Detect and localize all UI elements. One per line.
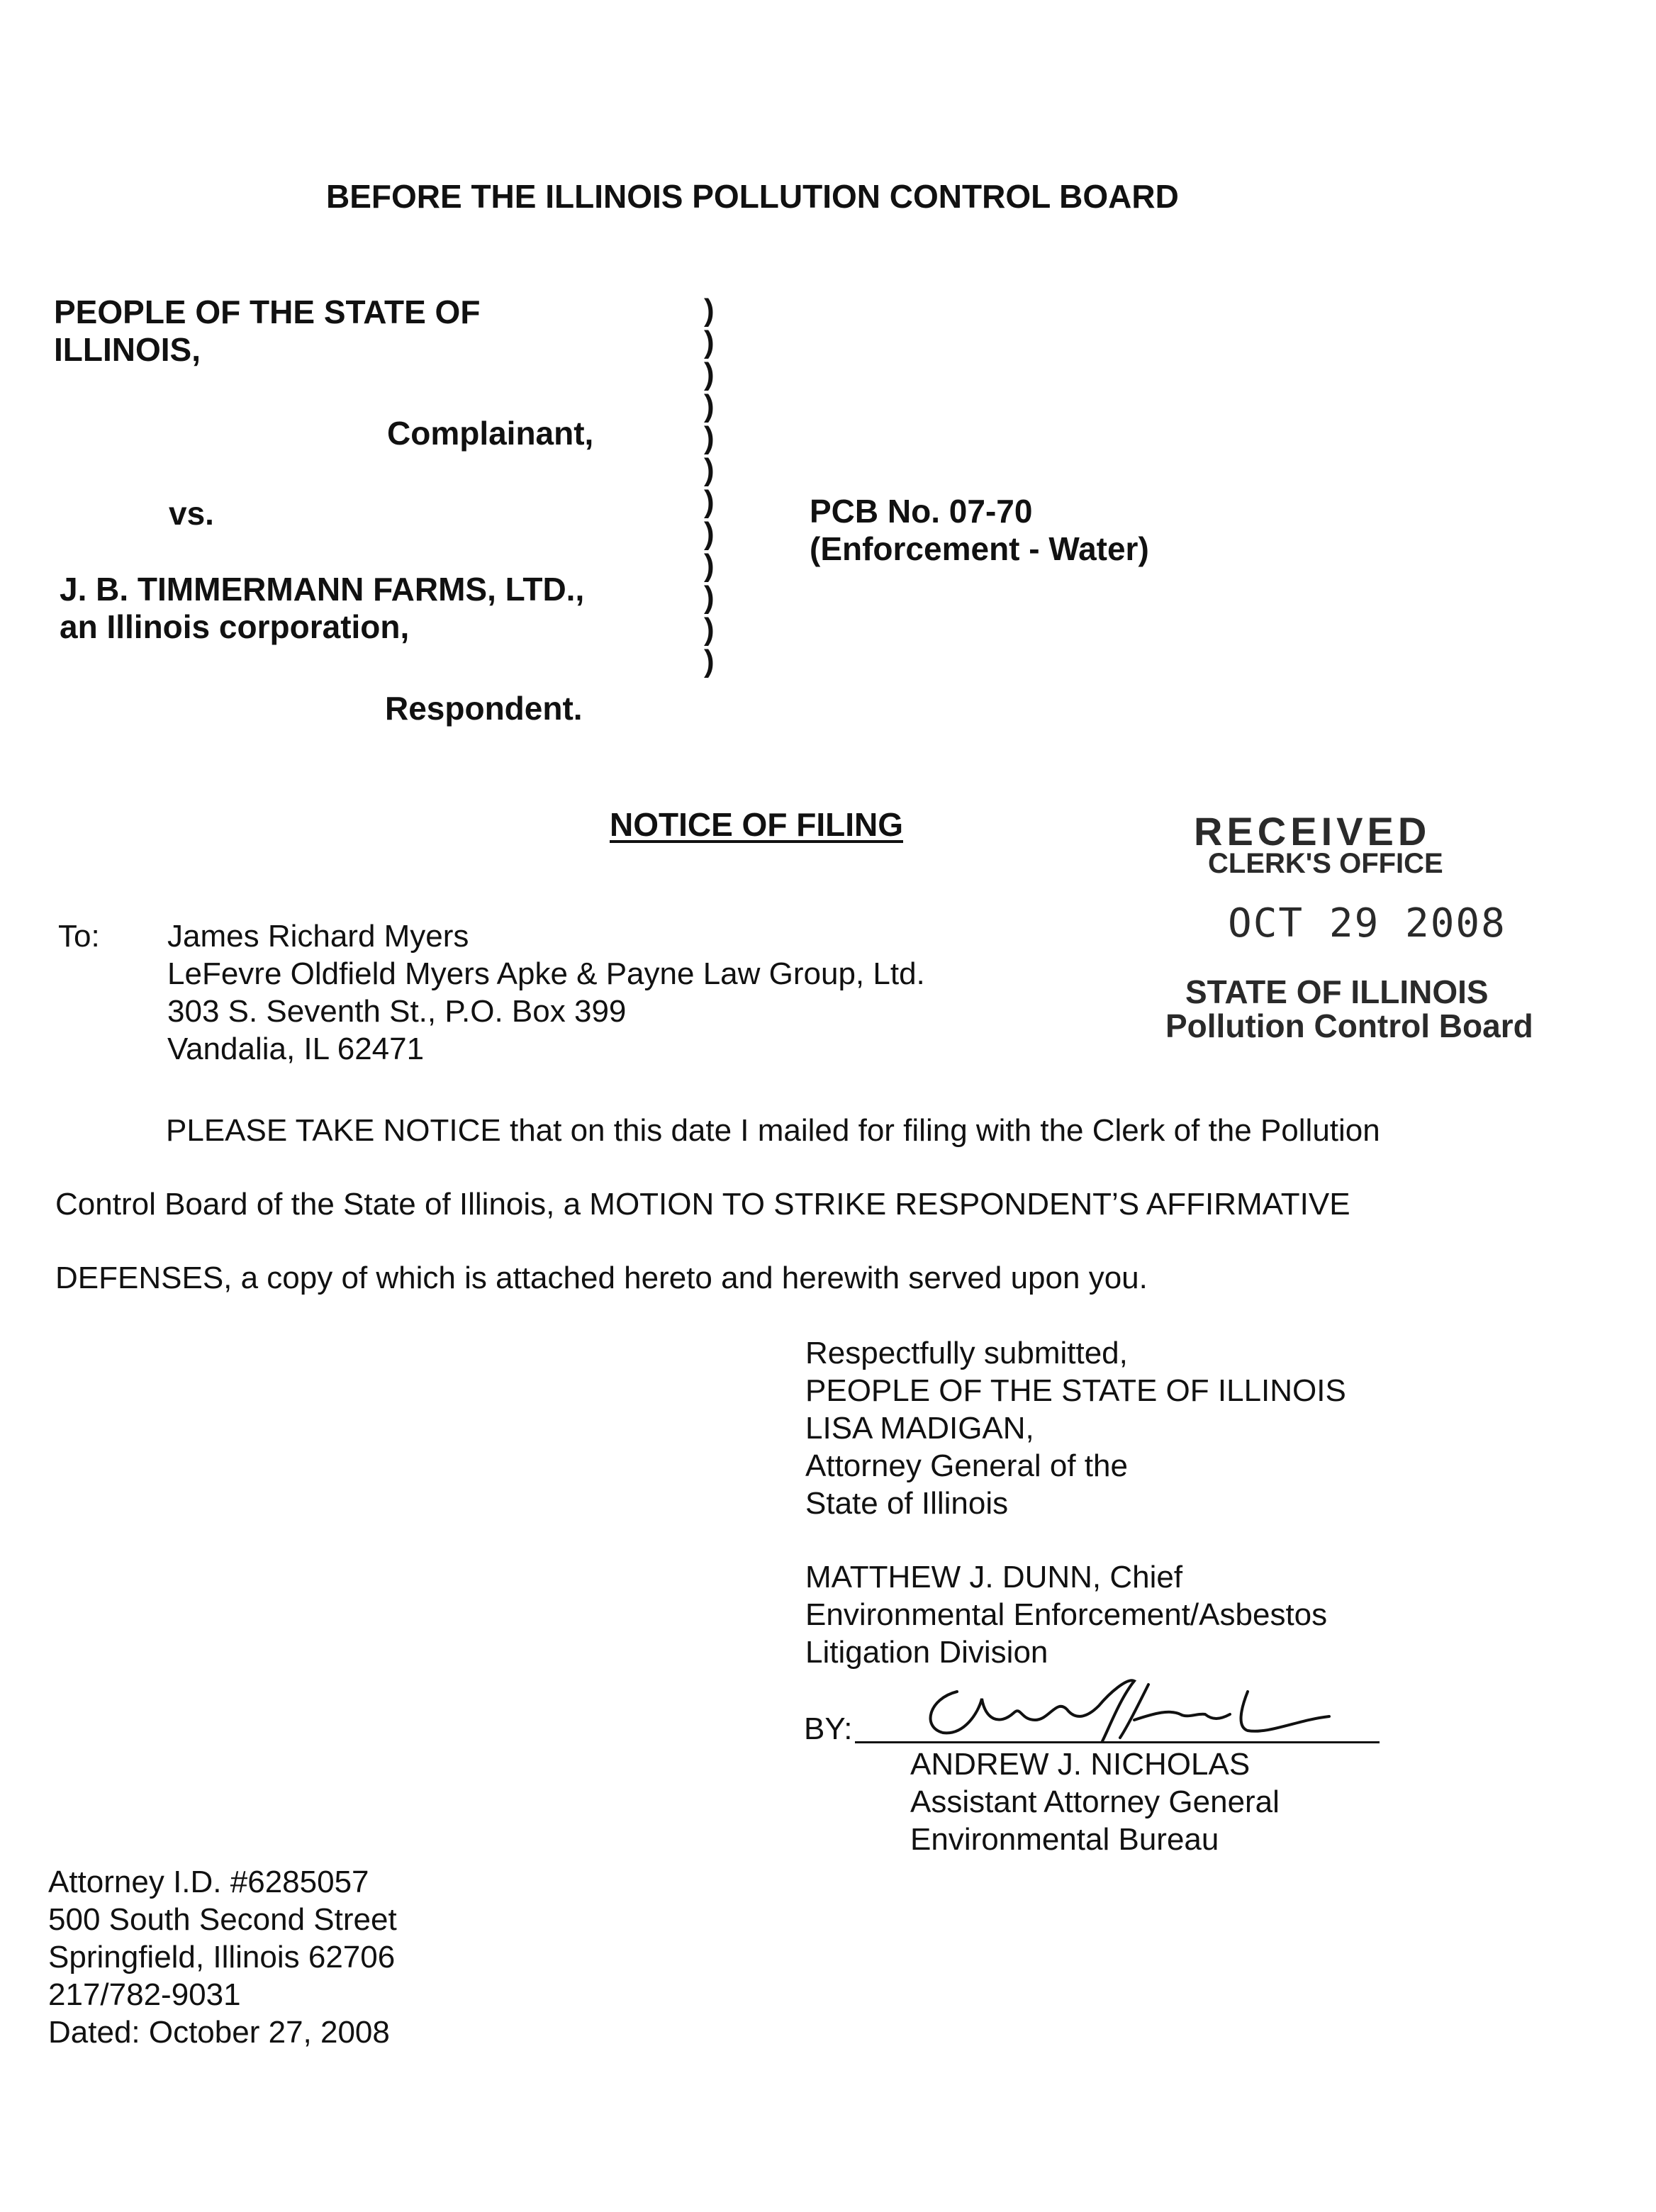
attorney-phone: 217/782-9031 [48,1977,241,2012]
respondent-role: Respondent. [385,690,583,727]
parenthesis: ) [704,484,715,519]
respondent-line: an Illinois corporation, [60,608,410,645]
attorney-street: 500 South Second Street [48,1902,397,1937]
respondent-line: J. B. TIMMERMANN FARMS, LTD., [60,571,585,608]
case-number-block [810,493,1149,568]
stamp-received: RECEIVED [1194,809,1431,854]
notice-title: NOTICE OF FILING [610,806,903,843]
by-label: BY: [804,1711,853,1746]
case-number: PCB No. 07-70 [810,493,1033,530]
signer-block [910,1745,1280,1858]
stamp-office: CLERK'S OFFICE [1208,848,1443,879]
recipient-line: 303 S. Seventh St., P.O. Box 399 [167,994,627,1029]
signer-title: Assistant Attorney General [910,1784,1280,1819]
body-line: DEFENSES, a copy of which is attached hereto and herewith served upon you. [55,1261,1148,1295]
parenthesis: ) [704,293,715,328]
recipient-line: James Richard Myers [167,919,469,954]
parenthesis: ) [704,325,715,359]
parenthesis: ) [704,644,715,678]
signer-bureau: Environmental Bureau [910,1822,1219,1857]
parenthesis: ) [704,389,715,423]
recipient-line: Vandalia, IL 62471 [167,1032,425,1066]
attorney-id: Attorney I.D. #6285057 [48,1865,369,1899]
body-line: PLEASE TAKE NOTICE that on this date I mailed for filing with the Clerk of the Pollution [166,1113,1380,1148]
parenthesis: ) [704,357,715,391]
handwritten-signature [914,1670,1333,1748]
division-line: Environmental Enforcement/Asbestos [805,1597,1328,1632]
complainant-name [54,294,480,369]
division-block [805,1558,1327,1671]
stamp-board: Pollution Control Board [1165,1007,1533,1044]
submission-block [805,1334,1346,1522]
parenthesis: ) [704,420,715,455]
stamp-date: OCT 29 2008 [1228,900,1506,946]
complainant-line: ILLINOIS, [54,331,201,368]
division-line: Litigation Division [805,1635,1048,1670]
document-heading: BEFORE THE ILLINOIS POLLUTION CONTROL BOARD [326,178,1179,215]
submission-line: LISA MADIGAN, [805,1411,1034,1446]
parenthesis: ) [704,548,715,583]
complainant-role: Complainant, [387,415,594,452]
submission-line: PEOPLE OF THE STATE OF ILLINOIS [805,1373,1346,1408]
parenthesis: ) [704,516,715,551]
submission-line: Attorney General of the [805,1448,1128,1483]
dated-line: Dated: October 27, 2008 [48,2015,390,2050]
caption-parenthesis-column [704,294,715,677]
body-line: Control Board of the State of Illinois, a MOTION TO STRIKE RESPONDENT’S AFFIRMATIVE [55,1187,1350,1222]
recipient-line: LeFevre Oldfield Myers Apke & Payne Law Group, Ltd. [167,956,925,991]
submission-line: State of Illinois [805,1486,1009,1521]
case-type: (Enforcement - Water) [810,530,1149,567]
stamp-state: STATE OF ILLINOIS [1185,973,1489,1010]
versus-label: vs. [169,495,214,532]
signer-name: ANDREW J. NICHOLAS [910,1747,1251,1782]
submission-line: Respectfully submitted, [805,1336,1128,1370]
parenthesis: ) [704,612,715,647]
attorney-info-block [48,1863,397,2051]
to-label: To: [58,919,100,954]
complainant-line: PEOPLE OF THE STATE OF [54,294,481,330]
parenthesis: ) [704,452,715,487]
division-line: MATTHEW J. DUNN, Chief [805,1560,1183,1594]
respondent-name [60,571,584,646]
attorney-city: Springfield, Illinois 62706 [48,1940,396,1974]
parenthesis: ) [704,580,715,615]
recipient-address [167,917,925,1068]
